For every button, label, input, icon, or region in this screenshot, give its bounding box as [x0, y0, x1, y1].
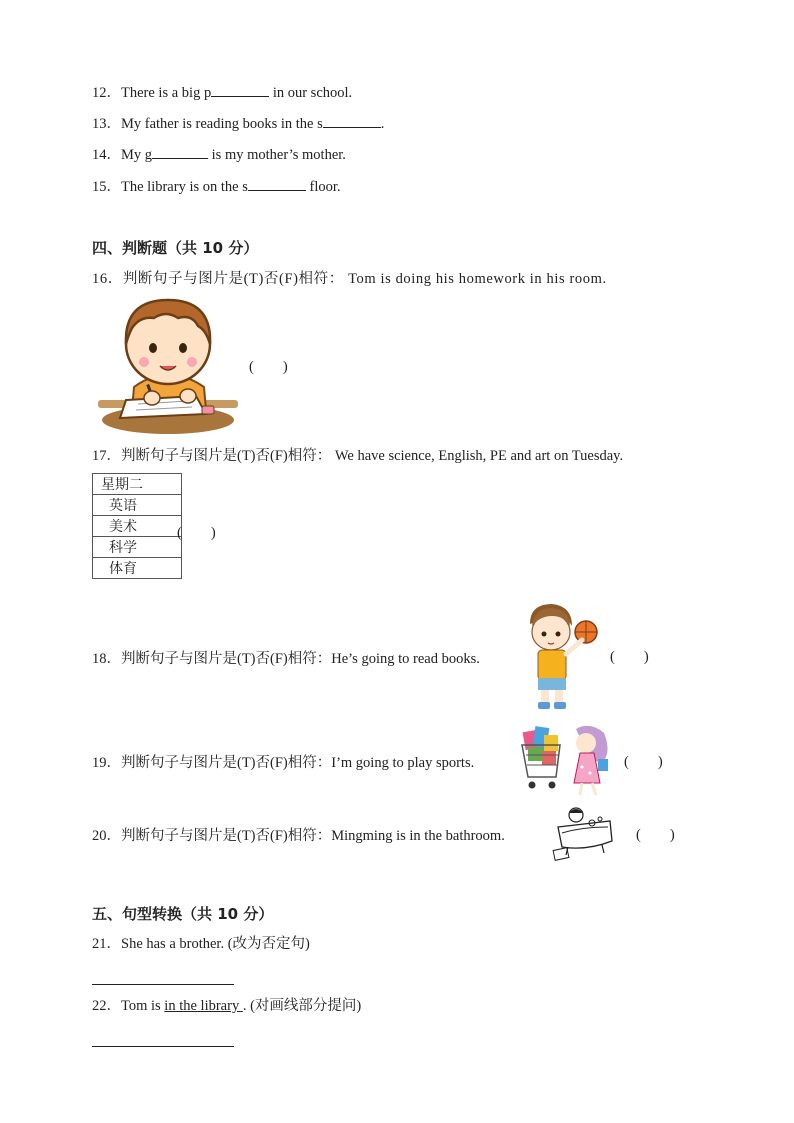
question-20 [92, 826, 505, 846]
question-18 [92, 649, 480, 669]
question-15 [92, 176, 341, 197]
question-number: 19． [92, 755, 121, 771]
answer-parentheses[interactable]: ( ) [636, 827, 675, 843]
question-text: . [380, 116, 385, 132]
question-text: is my mother’s mother. [208, 147, 346, 163]
question-text: . (对画线部分提问) [242, 998, 362, 1014]
question-number: 12． [92, 85, 121, 101]
question-text: 判断句子与图片是(T)否(F)相符： We have science, English, PE and art on Tuesday. [121, 448, 624, 464]
table-cell: 体育 [93, 558, 182, 579]
answer-parentheses[interactable]: ( ) [177, 525, 216, 541]
question-text: There is a big p [121, 85, 212, 101]
question-text: She has a brother. (改为否定句) [121, 936, 310, 952]
question-text: The library is on the s [121, 179, 248, 195]
question-text: Tom is [121, 998, 165, 1014]
question-number: 13． [92, 116, 121, 132]
answer-line[interactable] [92, 983, 234, 985]
question-16 [92, 269, 607, 289]
question-number: 20． [92, 828, 121, 844]
question-number: 15． [92, 179, 121, 195]
boy-doing-homework-icon [96, 292, 240, 436]
table-cell: 英语 [93, 495, 182, 516]
section-title: 五、句型转换（共 10 分） [92, 905, 274, 923]
question-text: My father is reading books in the s [121, 116, 323, 132]
question-13 [92, 113, 384, 134]
question-text: in our school. [269, 85, 353, 101]
question-text: 判断句子与图片是(T)否(F)相符：I’m going to play sports. [121, 755, 475, 771]
table-header: 星期二 [93, 474, 182, 495]
question-text: floor. [305, 179, 341, 195]
question-number: 21． [92, 936, 121, 952]
question-19 [92, 753, 474, 773]
question-17 [92, 446, 623, 466]
question-text: 判断句子与图片是(T)否(F)相符： Tom is doing his homework in his room. [122, 271, 607, 287]
schedule-table [92, 473, 182, 579]
question-text: 判断句子与图片是(T)否(F)相符：He’s going to read books. [121, 651, 480, 667]
question-number: 18． [92, 651, 121, 667]
answer-blank[interactable] [248, 176, 306, 191]
question-text: My g [121, 147, 153, 163]
boy-in-bathtub-icon [552, 805, 616, 863]
answer-parentheses[interactable]: ( ) [624, 754, 663, 770]
question-22 [92, 996, 361, 1016]
table-cell: 美术 [93, 516, 182, 537]
question-14 [92, 144, 346, 165]
question-12 [92, 82, 352, 103]
girl-shopping-cart-icon [520, 723, 616, 799]
answer-blank[interactable] [152, 144, 208, 159]
answer-line[interactable] [92, 1045, 234, 1047]
question-number: 17． [92, 448, 121, 464]
question-21 [92, 934, 310, 954]
answer-parentheses[interactable]: ( ) [249, 359, 288, 375]
question-number: 14． [92, 147, 121, 163]
underlined-phrase: in the library [164, 998, 243, 1014]
question-text: 判断句子与图片是(T)否(F)相符：Mingming is in the bathroom. [121, 828, 505, 844]
table-cell: 科学 [93, 537, 182, 558]
question-number: 22． [92, 998, 121, 1014]
answer-blank[interactable] [323, 113, 381, 128]
answer-blank[interactable] [211, 82, 269, 97]
question-number: 16． [92, 271, 123, 287]
section-title: 四、判断题（共 10 分） [92, 239, 259, 257]
boy-with-basketball-icon [524, 602, 604, 714]
answer-parentheses[interactable]: ( ) [610, 649, 649, 665]
